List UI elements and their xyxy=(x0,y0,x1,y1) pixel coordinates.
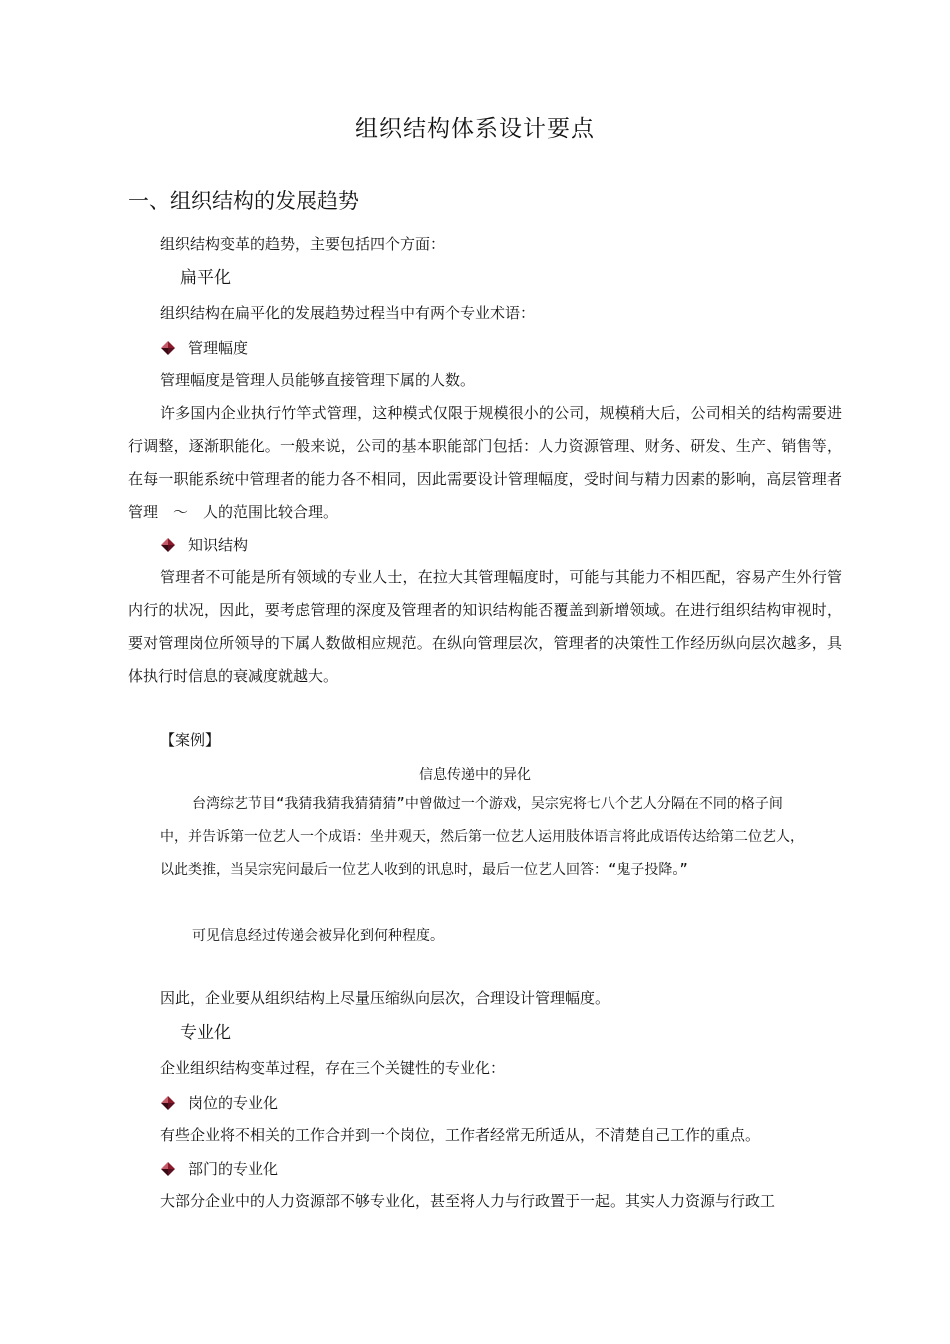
department-specialization-text: 大部分企业中的人力资源部不够专业化，甚至将人力与行政置于一起。其实人力资源与行政工 xyxy=(160,1192,776,1210)
diamond-arrow-bullet-icon xyxy=(160,340,176,356)
intro-text: 组织结构变革的趋势，主要包括四个方面： xyxy=(160,235,446,253)
bullet-item-department-specialization xyxy=(160,1158,278,1179)
case-story-paragraph: 台湾综艺节目“我猜我猜我猜猜猜”中曾做过一个游戏，吴宗宪将七八个艺人分隔在不同的格子间中，并告诉第一位艺人一个成语：坐井观天，然后第一位艺人运用肢体语言将此成语传达给第二位艺人，以此类推，当吴宗宪问最后一位艺人收到的讯息时，最后一位艺人回答：“鬼子投降。” xyxy=(160,796,804,878)
section-heading-1: 一、组织结构的发展趋势 xyxy=(128,189,359,213)
management-span-paragraph: 许多国内企业执行竹竿式管理，这种模式仅限于规模很小的公司，规模稍大后，公司相关的结构需要进行调整，逐渐职能化。一般来说，公司的基本职能部门包括：人力资源管理、财务、研发、生产、销售等，在每一职能系统中管理者的能力各不相同，因此需要设计管理幅度，受时间与精力因素的影响，高层管理者管理 ～ 人的范围比较合理。 xyxy=(128,404,842,521)
case-title: 信息传递中的异化 xyxy=(419,767,531,783)
subheading-flattening: 扁平化 xyxy=(180,268,231,288)
management-span-definition: 管理幅度是管理人员能够直接管理下属的人数。 xyxy=(160,371,476,389)
post-specialization-text: 有些企业将不相关的工作合并到一个岗位，工作者经常无所适从，不清楚自己工作的重点。 xyxy=(160,1126,761,1144)
bullet-label-post-specialization: 岗位的专业化 xyxy=(188,1094,279,1112)
specialization-intro: 企业组织结构变革过程，存在三个关键性的专业化： xyxy=(160,1059,506,1077)
subheading-specialization: 专业化 xyxy=(180,1023,231,1043)
knowledge-structure-paragraph: 管理者不可能是所有领域的专业人士，在拉大其管理幅度时，可能与其能力不相匹配，容易产生外行管内行的状况，因此，要考虑管理的深度及管理者的知识结构能否覆盖到新增领域。在进行组织结构审视时，要对管理岗位所领导的下属人数做相应规范。在纵向管理层次，管理者的决策性工作经历纵向层次越多，具体执行时信息的衰减度就越大。 xyxy=(128,568,842,685)
bullet-label-knowledge-structure: 知识结构 xyxy=(188,536,249,554)
conclusion-text: 因此，企业要从组织结构上尽量压缩纵向层次，合理设计管理幅度。 xyxy=(160,989,611,1007)
bullet-label-department-specialization: 部门的专业化 xyxy=(188,1160,279,1178)
case-conclusion-paragraph: 可见信息经过传递会被异化到何种程度。 xyxy=(192,928,444,944)
bullet-item-management-span xyxy=(160,337,248,358)
diamond-arrow-bullet-icon xyxy=(160,1095,176,1111)
flattening-intro: 组织结构在扁平化的发展趋势过程当中有两个专业术语： xyxy=(160,304,536,322)
bullet-label-management-span: 管理幅度 xyxy=(188,339,249,357)
document-title: 组织结构体系设计要点 xyxy=(355,116,595,142)
case-label: 【案例】 xyxy=(160,731,221,749)
diamond-arrow-bullet-icon xyxy=(160,537,176,553)
diamond-arrow-bullet-icon xyxy=(160,1161,176,1177)
bullet-item-knowledge-structure xyxy=(160,534,248,555)
bullet-item-post-specialization xyxy=(160,1092,278,1113)
